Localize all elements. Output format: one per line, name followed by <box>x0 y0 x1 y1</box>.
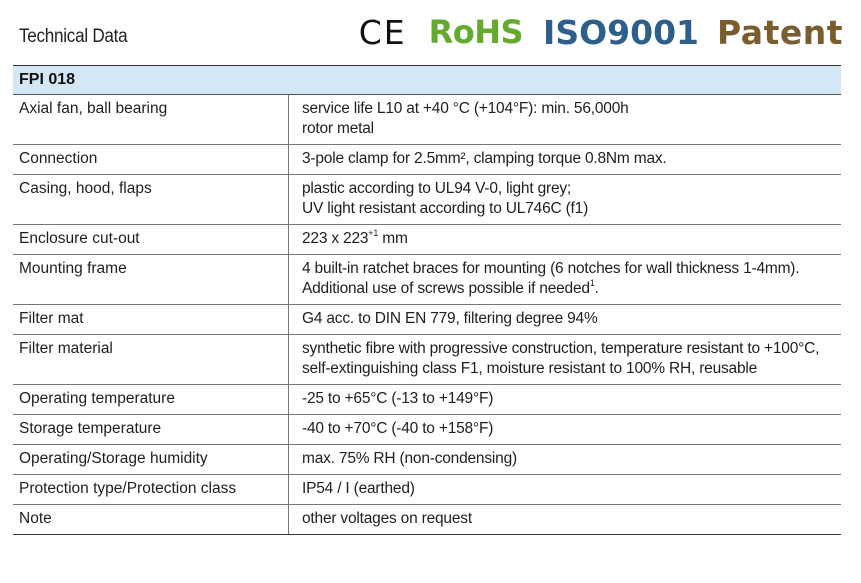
row-label: Note <box>13 505 289 534</box>
value-line: -25 to +65°C (-13 to +149°F) <box>302 390 494 407</box>
row-label: Filter mat <box>13 305 289 334</box>
rohs-logo: RoHS <box>428 13 524 51</box>
table-row <box>13 305 841 335</box>
table-row <box>13 255 841 305</box>
value-line: max. 75% RH (non-condensing) <box>302 450 517 467</box>
table-row <box>13 445 841 475</box>
row-value <box>289 145 841 174</box>
table-row <box>13 475 841 505</box>
row-value <box>289 385 841 414</box>
value-line: G4 acc. to DIN EN 779, filtering degree 94% <box>302 310 598 327</box>
value-line: 4 built-in ratchet braces for mounting (6 notches for wall thickness 1-4mm). <box>302 260 800 277</box>
table-row <box>13 95 841 145</box>
value-text: 223 x 223 <box>302 230 369 247</box>
table-row <box>13 415 841 445</box>
row-value <box>289 335 841 384</box>
row-label: Casing, hood, flaps <box>13 175 289 224</box>
value-line <box>302 279 841 299</box>
ce-mark-logo: CE <box>358 12 407 52</box>
technical-data-table <box>13 65 841 535</box>
row-label: Filter material <box>13 335 289 384</box>
value-line: synthetic fibre with progressive construction, temperature resistant to +100°C, <box>302 340 820 357</box>
value-line: plastic according to UL94 V-0, light grey; <box>302 180 572 197</box>
value-line: rotor metal <box>302 120 374 137</box>
value-line: IP54 / I (earthed) <box>302 480 415 497</box>
patent-logo: Patent <box>717 12 843 52</box>
value-line: other voltages on request <box>302 510 472 527</box>
row-value <box>289 175 841 224</box>
table-row <box>13 335 841 385</box>
iso9001-logo: ISO9001 <box>543 12 699 52</box>
header <box>0 0 861 64</box>
row-label: Mounting frame <box>13 255 289 304</box>
value-text: Additional use of screws possible if needed <box>302 280 590 297</box>
row-value <box>289 415 841 444</box>
value-line: 3-pole clamp for 2.5mm², clamping torque 0.8Nm max. <box>302 150 667 167</box>
table-row <box>13 505 841 535</box>
table-row <box>13 175 841 225</box>
row-label: Operating/Storage humidity <box>13 445 289 474</box>
row-value <box>289 475 841 504</box>
value-line: -40 to +70°C (-40 to +158°F) <box>302 420 494 437</box>
value-line: service life L10 at +40 °C (+104°F): min. 56,000h <box>302 100 629 117</box>
model-header-row <box>13 66 841 95</box>
table-row <box>13 145 841 175</box>
row-label: Protection type/Protection class <box>13 475 289 504</box>
value-line <box>302 229 841 249</box>
footnote-marker: 1 <box>589 278 595 288</box>
row-label: Storage temperature <box>13 415 289 444</box>
row-value <box>289 505 841 534</box>
value-line: UV light resistant according to UL746C (f1) <box>302 200 589 217</box>
row-label: Connection <box>13 145 289 174</box>
row-label: Operating temperature <box>13 385 289 414</box>
value-text: . <box>594 280 599 297</box>
row-value <box>289 255 841 304</box>
row-value <box>289 95 841 144</box>
value-text: mm <box>378 230 408 247</box>
row-label: Enclosure cut-out <box>13 225 289 254</box>
page-title: Technical Data <box>19 26 128 47</box>
row-label: Axial fan, ball bearing <box>13 95 289 144</box>
model-name: FPI 018 <box>19 71 76 88</box>
row-value <box>289 445 841 474</box>
table-row <box>13 385 841 415</box>
row-value <box>289 305 841 334</box>
value-superscript: +1 <box>368 228 379 238</box>
table-row <box>13 225 841 255</box>
row-value <box>289 225 841 254</box>
certification-badges <box>359 10 843 54</box>
value-line: self-extinguishing class F1, moisture resistant to 100% RH, reusable <box>302 360 758 377</box>
